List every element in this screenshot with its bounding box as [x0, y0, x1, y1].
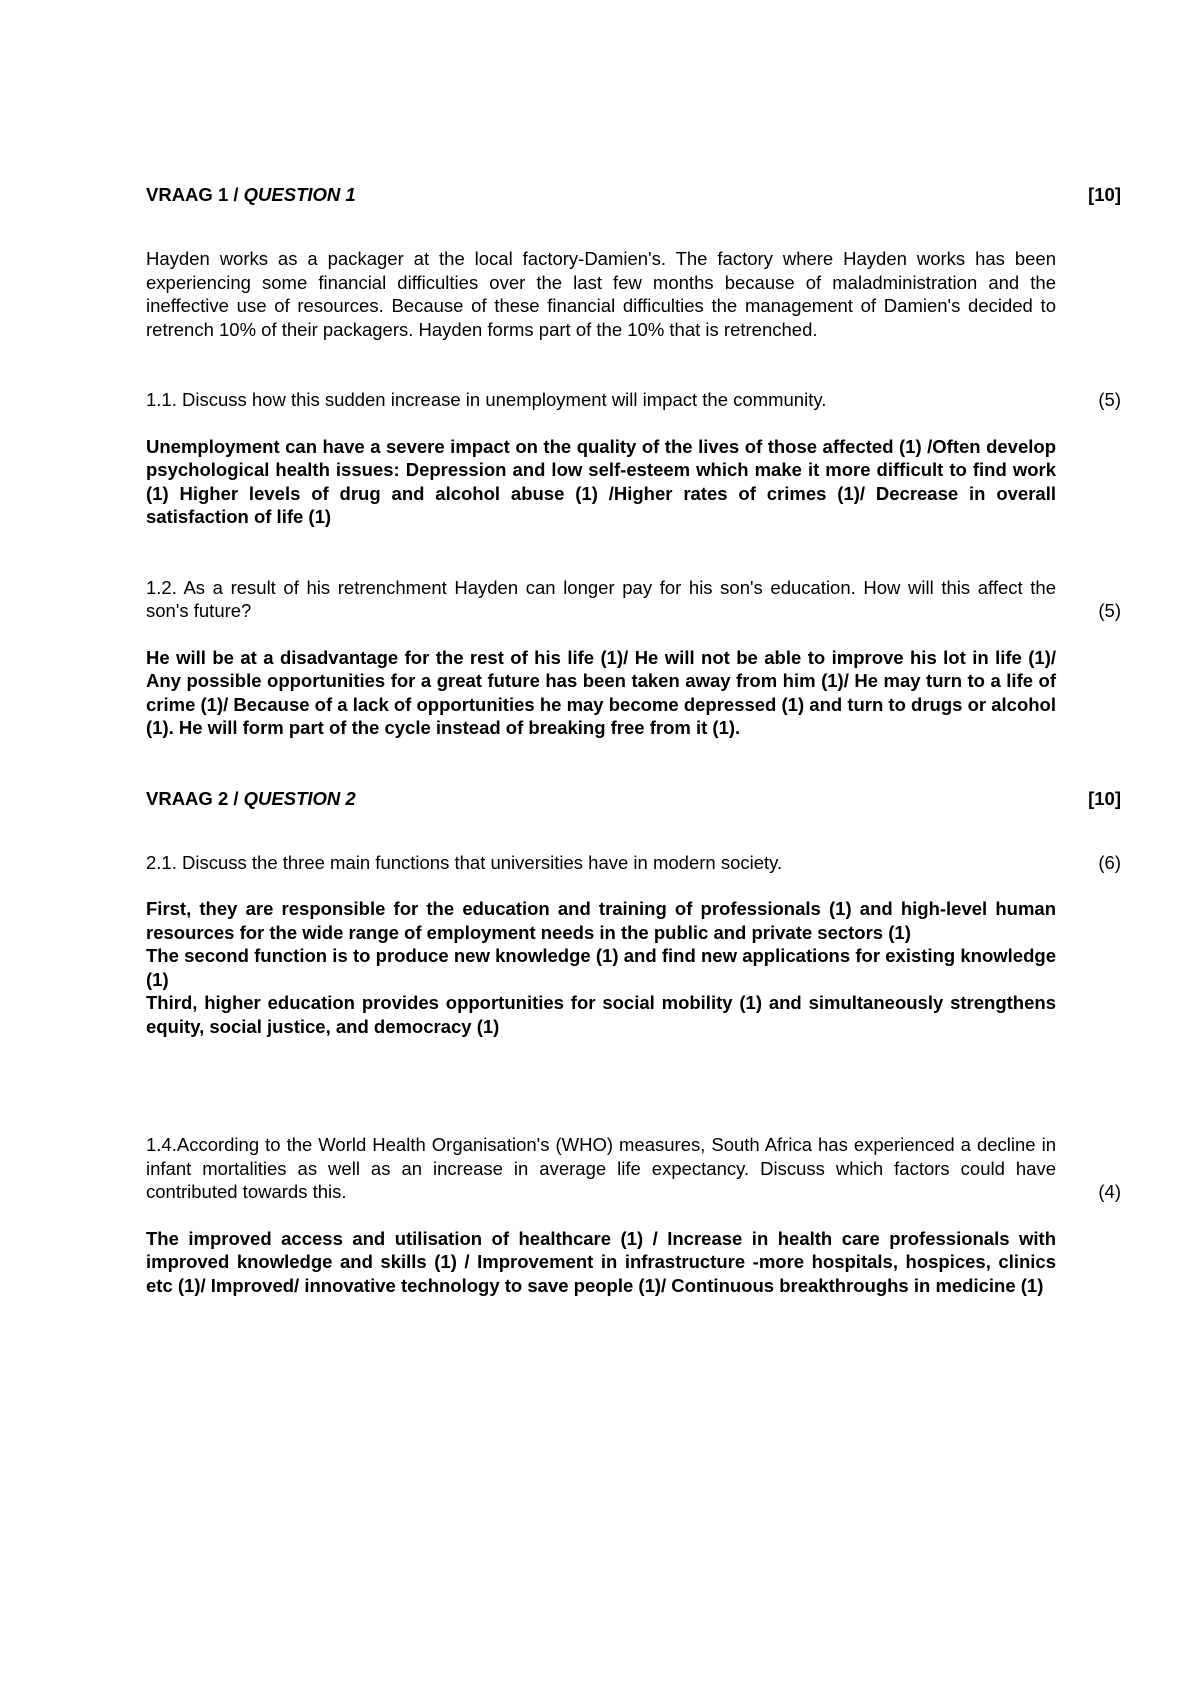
question-1-1-marks: (5): [1098, 389, 1121, 410]
question-1-scenario: Hayden works as a packager at the local factory-Damien's. The factory where Hayden works has been experiencing some financial difficulties over the last few months because of maladministration and the ineffective use of resources. Because of these financial difficulties the management of Damien's decided to retrench 10% of their packagers. Hayden forms part of the 10% that is retrenched.: [146, 248, 1056, 340]
question-1-heading: [146, 183, 1121, 207]
question-1-1-answer: Unemployment can have a severe impact on the quality of the lives of those affected (1) /Often develop psychological health issues: Depression and low self-esteem which make it more difficult to find work (1) Higher levels of drug and alcohol abuse (1) /Higher rates of crimes (1)/ Decrease in overall satisfaction of life (1): [146, 435, 1056, 527]
question-1-heading-af: VRAAG 1: [146, 184, 229, 205]
question-1-4-answer: The improved access and utilisation of healthcare (1) / Increase in health care professionals with improved knowledge and skills (1) / Improvement in infrastructure -more hospitals, hospices, clinics etc (1)/ Improved/ innovative technology to save people (1)/ Continuous breakthroughs in medicine (1): [146, 1227, 1056, 1296]
question-1-1-text: 1.1. Discuss how this sudden increase in unemployment will impact the community.: [146, 389, 827, 410]
question-2-heading-sep: /: [228, 787, 244, 809]
question-1-total-marks: [10]: [1088, 184, 1121, 205]
question-2-1-answer-line: First, they are responsible for the education and training of professionals (1) and high-level human resources for the wide range of employment needs in the public and private sectors (1): [146, 898, 1056, 943]
question-2-1: [146, 851, 1121, 875]
question-2-total-marks: [10]: [1088, 787, 1121, 809]
question-1-2: [146, 576, 1121, 623]
question-1-2-answer: He will be at a disadvantage for the rest of his life (1)/ He will not be able to improve his lot in life (1)/ Any possible opportunities for a great future has been taken away from him (1)/ He may turn to a life of crime (1)/ Because of a lack of opportunities he may become depressed (1) and turn to drugs or alcohol (1). He will form part of the cycle instead of breaking free from it (1).: [146, 646, 1056, 738]
question-1-2-marks: (5): [1098, 600, 1121, 621]
question-2-heading-en: QUESTION 2: [243, 787, 356, 809]
question-2-heading-af: VRAAG 2: [146, 787, 229, 809]
question-2-1-marks: (6): [1098, 851, 1121, 873]
question-2-1-answer-line: Third, higher education provides opportunities for social mobility (1) and simultaneously strengthens equity, social justice, and democracy (1): [146, 992, 1056, 1037]
document-page: [146, 183, 1121, 1297]
question-1-heading-sep: /: [228, 184, 244, 205]
question-1-4-marks: (4): [1098, 1181, 1121, 1202]
question-2-heading: [146, 787, 1121, 811]
question-1-2-text: 1.2. As a result of his retrenchment Hayden can longer pay for his son's education. How will this affect the son's future?: [146, 576, 1056, 621]
question-2-1-text: 2.1. Discuss the three main functions that universities have in modern society.: [146, 851, 783, 873]
question-2-1-answer-line: The second function is to produce new knowledge (1) and find new applications for existing knowledge (1): [146, 945, 1056, 990]
question-1-4: [146, 1133, 1121, 1204]
question-1-4-text: 1.4.According to the World Health Organisation's (WHO) measures, South Africa has experienced a decline in infant mortalities as well as an increase in average life expectancy. Discuss which factors could have contributed towards this.: [146, 1134, 1056, 1202]
question-1-heading-en: QUESTION 1: [243, 184, 356, 205]
question-1-1: [146, 388, 1121, 412]
question-2-1-answer: [146, 897, 1056, 1038]
